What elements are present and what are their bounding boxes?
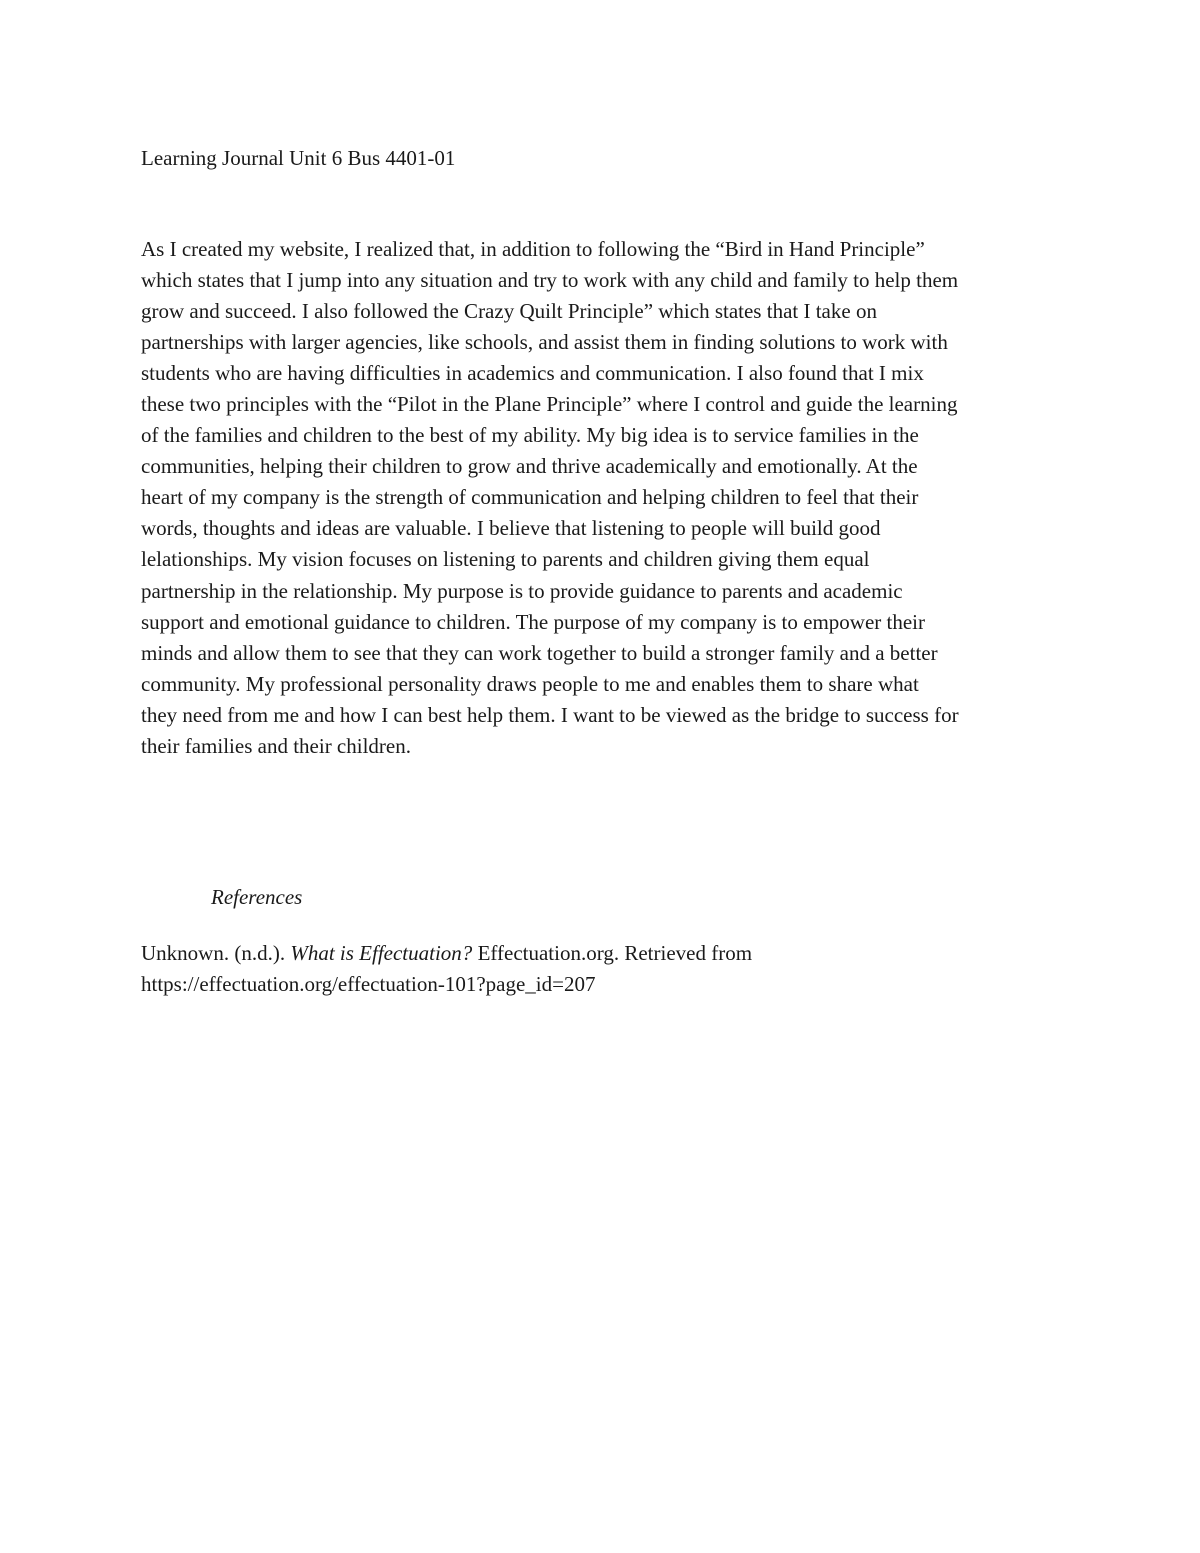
reference-author-date: Unknown. (n.d.). xyxy=(141,941,291,965)
reference-publisher: Effectuation.org. Retrieved from xyxy=(472,941,753,965)
body-line: support and emotional guidance to children. The purpose of my company is to empower their xyxy=(141,609,926,634)
body-line: community. My professional personality draws people to me and enables them to share what xyxy=(141,671,919,696)
body-line: As I created my website, I realized that, in addition to following the “Bird in Hand Principle” xyxy=(141,237,925,261)
body-line: partnership in the relationship. My purpose is to provide guidance to parents and academic xyxy=(141,578,903,603)
body-line: words, thoughts and ideas are valuable. I believe that listening to people will build good xyxy=(141,516,881,541)
body-line: grow and succeed. I also followed the Crazy Quilt Principle” which states that I take on xyxy=(141,299,877,324)
body-line: students who are having difficulties in academics and communication. I also found that I mix xyxy=(141,361,924,386)
reference-url: https://effectuation.org/effectuation-101?page_id=207 xyxy=(141,972,596,996)
body-line: of the families and children to the best of my ability. My big idea is to service families in the xyxy=(141,423,919,448)
reference-work-title: What is Effectuation? xyxy=(290,941,473,965)
document-title: Learning Journal Unit 6 Bus 4401-01 xyxy=(141,146,456,170)
body-line: minds and allow them to see that they can work together to build a stronger family and a better xyxy=(141,640,938,665)
reference-citation-line xyxy=(141,938,1101,969)
body-line: these two principles with the “Pilot in the Plane Principle” where I control and guide the learning xyxy=(141,392,958,417)
body-line: heart of my company is the strength of communication and helping children to feel that their xyxy=(141,485,919,510)
body-line: they need from me and how I can best help them. I want to be viewed as the bridge to success for xyxy=(141,702,959,727)
journal-body xyxy=(141,234,1101,762)
body-line: partnerships with larger agencies, like schools, and assist them in finding solutions to work with xyxy=(141,330,948,355)
reference-entry xyxy=(141,938,1101,1000)
body-line: communities, helping their children to grow and thrive academically and emotionally. At the xyxy=(141,454,918,479)
body-line: lelationships. My vision focuses on listening to parents and children giving them equal xyxy=(141,547,870,572)
references-heading: References xyxy=(211,885,303,909)
body-line: their families and their children. xyxy=(141,733,411,758)
body-line: which states that I jump into any situation and try to work with any child and family to help them xyxy=(141,268,959,293)
